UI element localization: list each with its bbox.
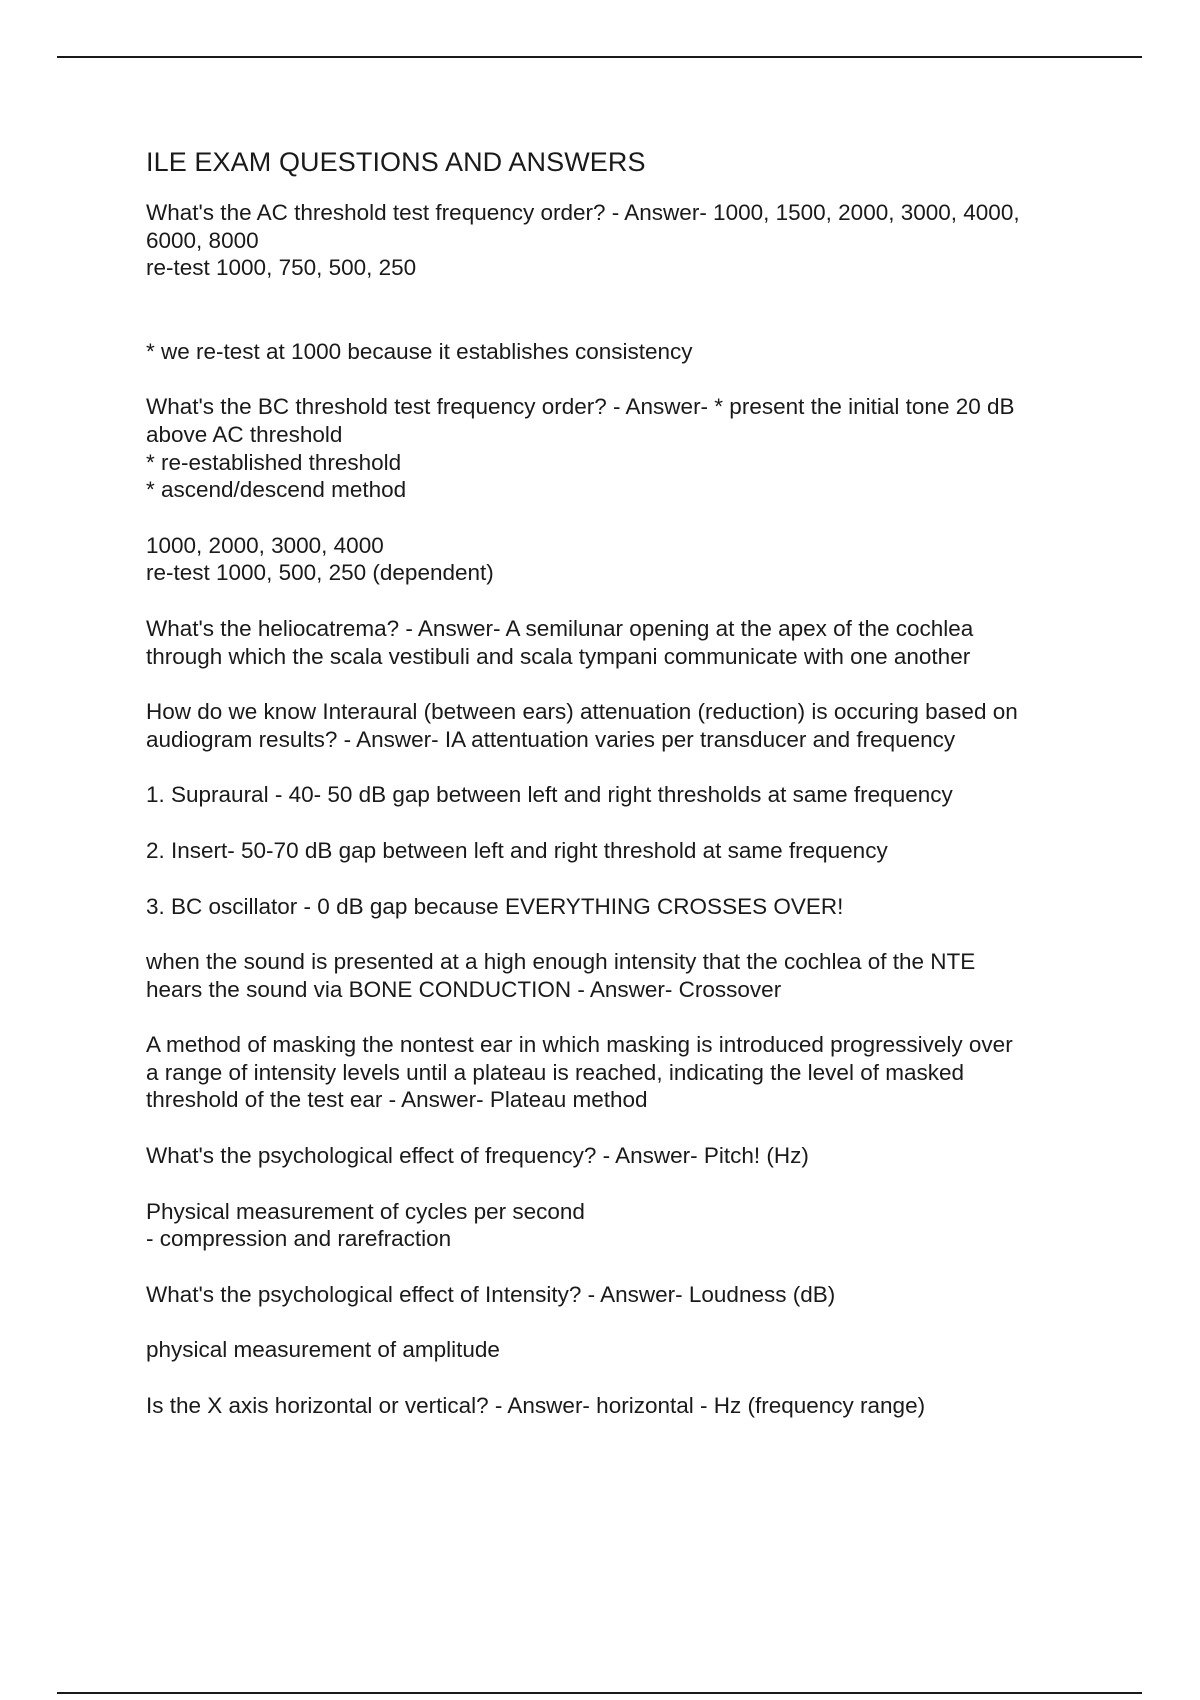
text-line: physical measurement of amplitude bbox=[146, 1337, 500, 1363]
text-line: 2. Insert- 50-70 dB gap between left and right threshold at same frequency bbox=[146, 837, 888, 863]
text-line: What's the psychological effect of frequency? - Answer- Pitch! (Hz) bbox=[146, 1143, 809, 1169]
text-line: above AC threshold bbox=[146, 421, 343, 447]
qa-paragraph bbox=[146, 393, 1106, 503]
text-line: 1. Supraural - 40- 50 dB gap between left and right thresholds at same frequency bbox=[146, 782, 953, 808]
text-line: * ascend/descend method bbox=[146, 477, 407, 503]
qa-paragraph bbox=[146, 698, 1106, 753]
qa-paragraph bbox=[146, 1392, 1106, 1420]
document-body bbox=[146, 145, 1106, 1448]
header-rule bbox=[57, 56, 1142, 58]
qa-paragraph bbox=[146, 199, 1106, 282]
text-line: re-test 1000, 500, 250 (dependent) bbox=[146, 560, 494, 586]
text-line: re-test 1000, 750, 500, 250 bbox=[146, 255, 417, 281]
text-line: * we re-test at 1000 because it establishes consistency bbox=[146, 338, 693, 364]
text-line: What's the heliocatrema? - Answer- A semilunar opening at the apex of the cochlea bbox=[146, 615, 974, 641]
qa-paragraph bbox=[146, 893, 1106, 921]
text-line: - compression and rarefraction bbox=[146, 1226, 452, 1252]
qa-paragraph bbox=[146, 837, 1106, 865]
text-line: How do we know Interaural (between ears) attenuation (reduction) is occuring based on bbox=[146, 699, 1018, 725]
qa-paragraph bbox=[146, 1031, 1106, 1114]
qa-paragraph bbox=[146, 532, 1106, 587]
qa-paragraph bbox=[146, 1336, 1106, 1364]
text-line: through which the scala vestibuli and scala tympani communicate with one another bbox=[146, 643, 971, 669]
qa-paragraph bbox=[146, 781, 1106, 809]
text-line: What's the psychological effect of Intensity? - Answer- Loudness (dB) bbox=[146, 1281, 836, 1307]
text-line: threshold of the test ear - Answer- Plateau method bbox=[146, 1087, 648, 1113]
text-line: Is the X axis horizontal or vertical? - Answer- horizontal - Hz (frequency range) bbox=[146, 1393, 926, 1419]
text-line: What's the BC threshold test frequency order? - Answer- * present the initial tone 20 dB bbox=[146, 394, 1015, 420]
qa-paragraph bbox=[146, 1142, 1106, 1170]
text-line: a range of intensity levels until a plateau is reached, indicating the level of masked bbox=[146, 1059, 964, 1085]
text-line: audiogram results? - Answer- IA attentuation varies per transducer and frequency bbox=[146, 726, 956, 752]
qa-paragraph bbox=[146, 1198, 1106, 1253]
footer-rule bbox=[57, 1692, 1142, 1694]
qa-paragraph bbox=[146, 615, 1106, 670]
text-line: Physical measurement of cycles per second bbox=[146, 1198, 585, 1224]
text-line: A method of masking the nontest ear in which masking is introduced progressively over bbox=[146, 1032, 1013, 1058]
text-line: What's the AC threshold test frequency order? - Answer- 1000, 1500, 2000, 3000, 4000, bbox=[146, 200, 1020, 225]
text-line: when the sound is presented at a high enough intensity that the cochlea of the NTE bbox=[146, 949, 976, 975]
text-line: 3. BC oscillator - 0 dB gap because EVERYTHING CROSSES OVER! bbox=[146, 893, 844, 919]
text-line: * re-established threshold bbox=[146, 449, 402, 475]
qa-paragraph bbox=[146, 948, 1106, 1003]
qa-paragraph bbox=[146, 338, 1106, 366]
text-line: 1000, 2000, 3000, 4000 bbox=[146, 532, 384, 558]
text-line: hears the sound via BONE CONDUCTION - Answer- Crossover bbox=[146, 976, 782, 1002]
qa-paragraph bbox=[146, 1281, 1106, 1309]
text-line: 6000, 8000 bbox=[146, 227, 259, 253]
document-title: ILE EXAM QUESTIONS AND ANSWERS bbox=[146, 147, 646, 177]
